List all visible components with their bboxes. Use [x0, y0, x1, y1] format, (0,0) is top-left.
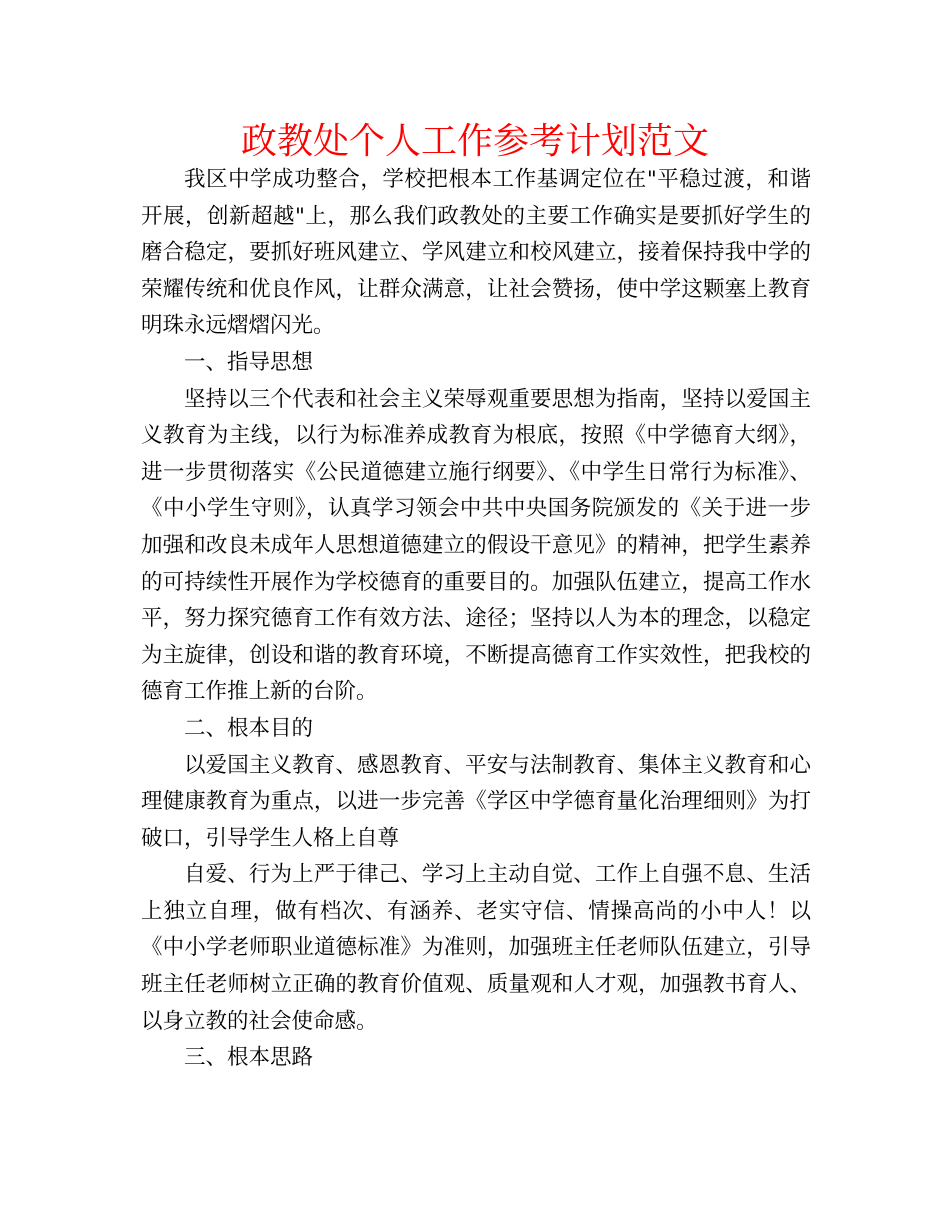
- document-title: 政教处个人工作参考计划范文: [240, 121, 709, 162]
- paragraph-basic-goal-continued: 自爱、行为上严于律己、学习上主动自觉、工作上自强不息、生活上独立自理，做有档次、有涵养、老实守信、情操高尚的小中人！以《中小学老师职业道德标准》为准则，加强班主任老师队伍建立，引导班主任老师树立正确的教育价值观、质量观和人才观，加强教书育人、以身立教的社会使命感。: [141, 862, 811, 1034]
- section-heading-basic-goal: 二、根本目的: [184, 715, 314, 741]
- paragraph-guiding-thought: 坚持以三个代表和社会主义荣辱观重要思想为指南，坚持以爱国主义教育为主线，以行为标准养成教育为根底，按照《中学德育大纲》，进一步贯彻落实《公民道德建立施行纲要》、《中学生日常行为标准》、《中小学生守则》，认真学习领会中共中央国务院颁发的《关于进一步加强和改良未成年人思想道德建立的假设干意见》的精神，把学生素养的可持续性开展作为学校德育的重要目的。加强队伍建立，提高工作水平，努力探究德育工作有效方法、途径；坚持以人为本的理念，以稳定为主旋律，创设和谐的教育环境，不断提高德育工作实效性，把我校的德育工作推上新的台阶。: [141, 386, 811, 705]
- section-heading-basic-approach: 三、根本思路: [184, 1045, 314, 1071]
- section-heading-guiding-thought: 一、指导思想: [184, 349, 314, 375]
- paragraph-intro: 我区中学成功整合，学校把根本工作基调定位在"平稳过渡，和谐开展，创新超越"上，那么我们政教处的主要工作确实是要抓好学生的磨合稳定，要抓好班风建立、学风建立和校风建立，接着保持我中学的荣耀传统和优良作风，让群众满意，让社会赞扬，使中学这颗塞上教育明珠永远熠熠闪光。: [141, 167, 811, 339]
- document-body: [141, 162, 811, 1077]
- paragraph-basic-goal: 以爱国主义教育、感恩教育、平安与法制教育、集体主义教育和心理健康教育为重点，以进一步完善《学区中学德育量化治理细则》为打破口，引导学生人格上自尊: [141, 752, 811, 851]
